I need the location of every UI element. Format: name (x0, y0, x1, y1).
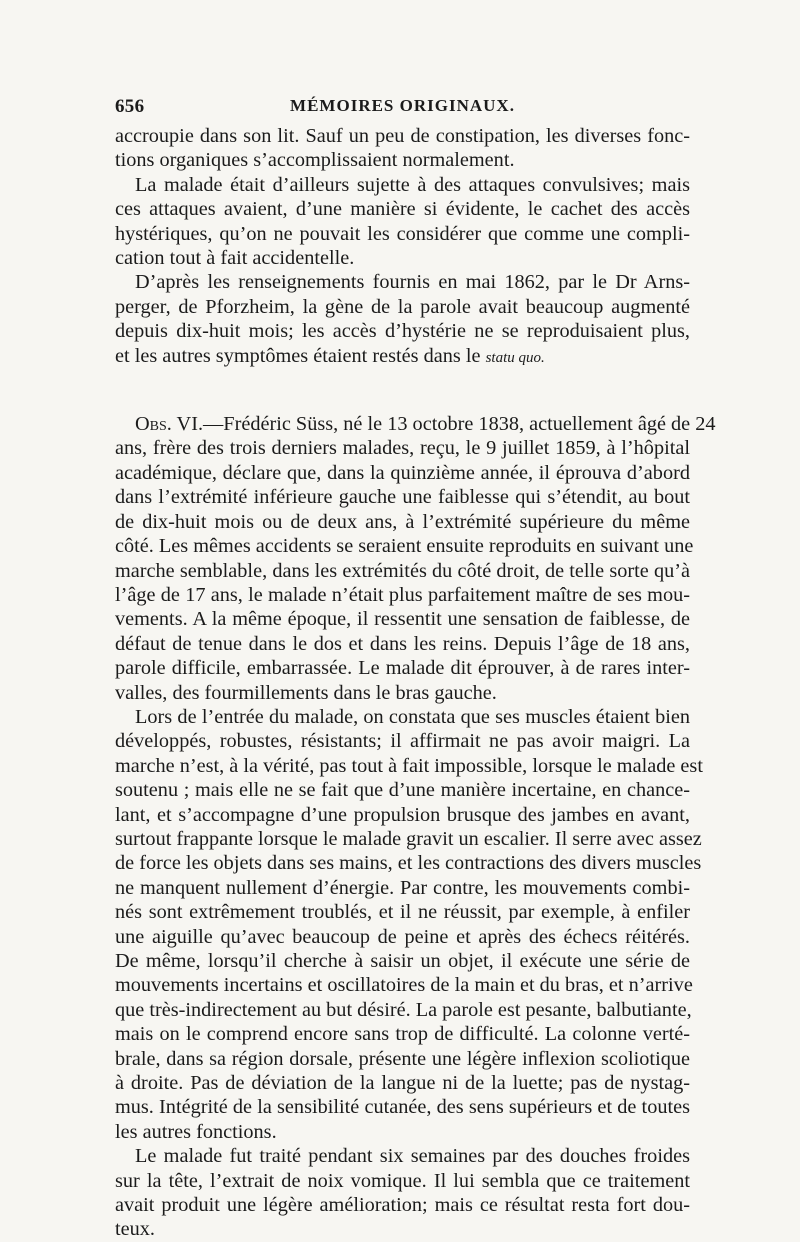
text-line: de force les objets dans ses mains, et les contractions des divers muscles (115, 852, 702, 875)
text-line: que très-indirectement au but désiré. La parole est pesante, balbutiante, (115, 998, 692, 1021)
text-line: accroupie dans son lit. Sauf un peu de constipation, les diverses fonc- (115, 125, 690, 147)
observation-paragraph (115, 412, 716, 705)
paragraph (115, 173, 690, 271)
text-line: perger, de Pforzheim, la gène de la parole avait beaucoup augmenté (115, 295, 690, 318)
text-line: cation tout à fait accidentelle. (115, 247, 355, 270)
text-line: ne manquent nullement d’énergie. Par contre, les mouvements combi- (115, 876, 690, 899)
text-line: mais on le comprend encore sans trop de difficulté. La colonne verté- (115, 1023, 690, 1046)
text-line: vements. A la même époque, il ressentit une sensation de faiblesse, de (115, 608, 690, 631)
text-line: surtout frappante lorsque le malade gravit un escalier. Il serre avec assez (115, 827, 702, 850)
text-line: Le malade fut traité pendant six semaines par des douches froides (135, 1145, 690, 1168)
text-line: D’après les renseignements fournis en mai 1862, par le Dr Arns- (135, 271, 690, 294)
text-fragment: et les autres symptômes étaient restés dans le (115, 344, 486, 367)
text-line: l’âge de 17 ans, le malade n’était plus parfaitement maître de ses mou- (115, 583, 690, 606)
text-line: Lors de l’entrée du malade, on constata que ses muscles étaient bien (135, 705, 690, 728)
text-line: De même, lorsqu’il cherche à saisir un objet, il exécute une série de (115, 950, 690, 972)
body-text (115, 124, 716, 1242)
running-head (115, 96, 690, 124)
paragraph (115, 270, 690, 370)
text-line: sur la tête, l’extrait de noix vomique. Il lui sembla que ce traitement (115, 1169, 690, 1192)
text-line (115, 412, 716, 436)
text-line: marche n’est, à la vérité, pas tout à fait impossible, lorsque le malade est (115, 754, 703, 777)
paragraph (115, 124, 690, 173)
text-line: côté. Les mêmes accidents se seraient ensuite reproduits en suivant une (115, 535, 694, 558)
text-line (115, 344, 690, 370)
text-line: parole difficile, embarrassée. Le malade dit éprouver, à de rares inter- (115, 657, 690, 680)
text-fragment: —Frédéric Süss, né le 13 octobre 1838, actuellement âgé de 24 (203, 413, 716, 436)
text-line: brale, dans sa région dorsale, présente une légère inflexion scoliotique (115, 1047, 690, 1070)
text-line: à droite. Pas de déviation de la langue ni de la luette; pas de nystag- (115, 1072, 690, 1095)
page-number: 656 (115, 96, 145, 117)
observation-label: Obs. VI. (135, 413, 204, 436)
text-line: tions organiques s’accomplissaient normalement. (115, 149, 515, 172)
text-line: lant, et s’accompagne d’une propulsion brusque des jambes en avant, (115, 803, 690, 826)
text-line: marche semblable, dans les extrémités du côté droit, de telle sorte qu’à (115, 559, 690, 582)
text-line: une aiguille qu’avec beaucoup de peine et après des échecs réitérés. (115, 925, 690, 948)
text-line: valles, des fourmillements dans le bras gauche. (115, 681, 497, 704)
text-line: La malade était d’ailleurs sujette à des attaques convulsives; mais (135, 173, 690, 196)
text-line: nés sont extrêmement troublés, et il ne réussit, par exemple, à enfiler (115, 901, 690, 924)
text-line: depuis dix-huit mois; les accès d’hystérie ne se reproduisaient plus, (115, 320, 690, 343)
section-gap (115, 370, 690, 412)
text-line: mouvements incertains et oscillatoires de la main et du bras, et n’arrive (115, 974, 693, 997)
running-title: MÉMOIRES ORIGINAUX. (290, 96, 515, 115)
text-line: teux. (115, 1218, 155, 1241)
text-line: hystériques, qu’on ne pouvait les considérer que comme une compli- (115, 222, 690, 245)
paragraph (115, 1144, 690, 1242)
text-line: académique, déclare que, dans la quinzième année, il éprouva d’abord (115, 461, 690, 484)
text-line: de dix-huit mois ou de deux ans, à l’extrémité supérieure du même (115, 510, 690, 533)
text-line: ans, frère des trois derniers malades, reçu, le 9 juillet 1859, à l’hôpital (115, 437, 690, 460)
text-line: avait produit une légère amélioration; mais ce résultat resta fort dou- (115, 1194, 690, 1217)
text-line: dans l’extrémité inférieure gauche une faiblesse qui s’étendit, au bout (115, 486, 690, 509)
paragraph (115, 705, 703, 1144)
text-line: défaut de tenue dans le dos et dans les reins. Depuis l’âge de 18 ans, (115, 632, 690, 655)
text-line: développés, robustes, résistants; il affirmait ne pas avoir maigri. La (115, 730, 690, 753)
text-line: soutenu ; mais elle ne se fait que d’une manière incertaine, en chance- (115, 779, 690, 802)
text-line: les autres fonctions. (115, 1120, 277, 1143)
italic-phrase: statu quo. (485, 349, 545, 366)
text-line: ces attaques avaient, d’une manière si évidente, le cachet des accès (115, 198, 690, 221)
text-line: mus. Intégrité de la sensibilité cutanée, des sens supérieurs et de toutes (115, 1096, 690, 1119)
